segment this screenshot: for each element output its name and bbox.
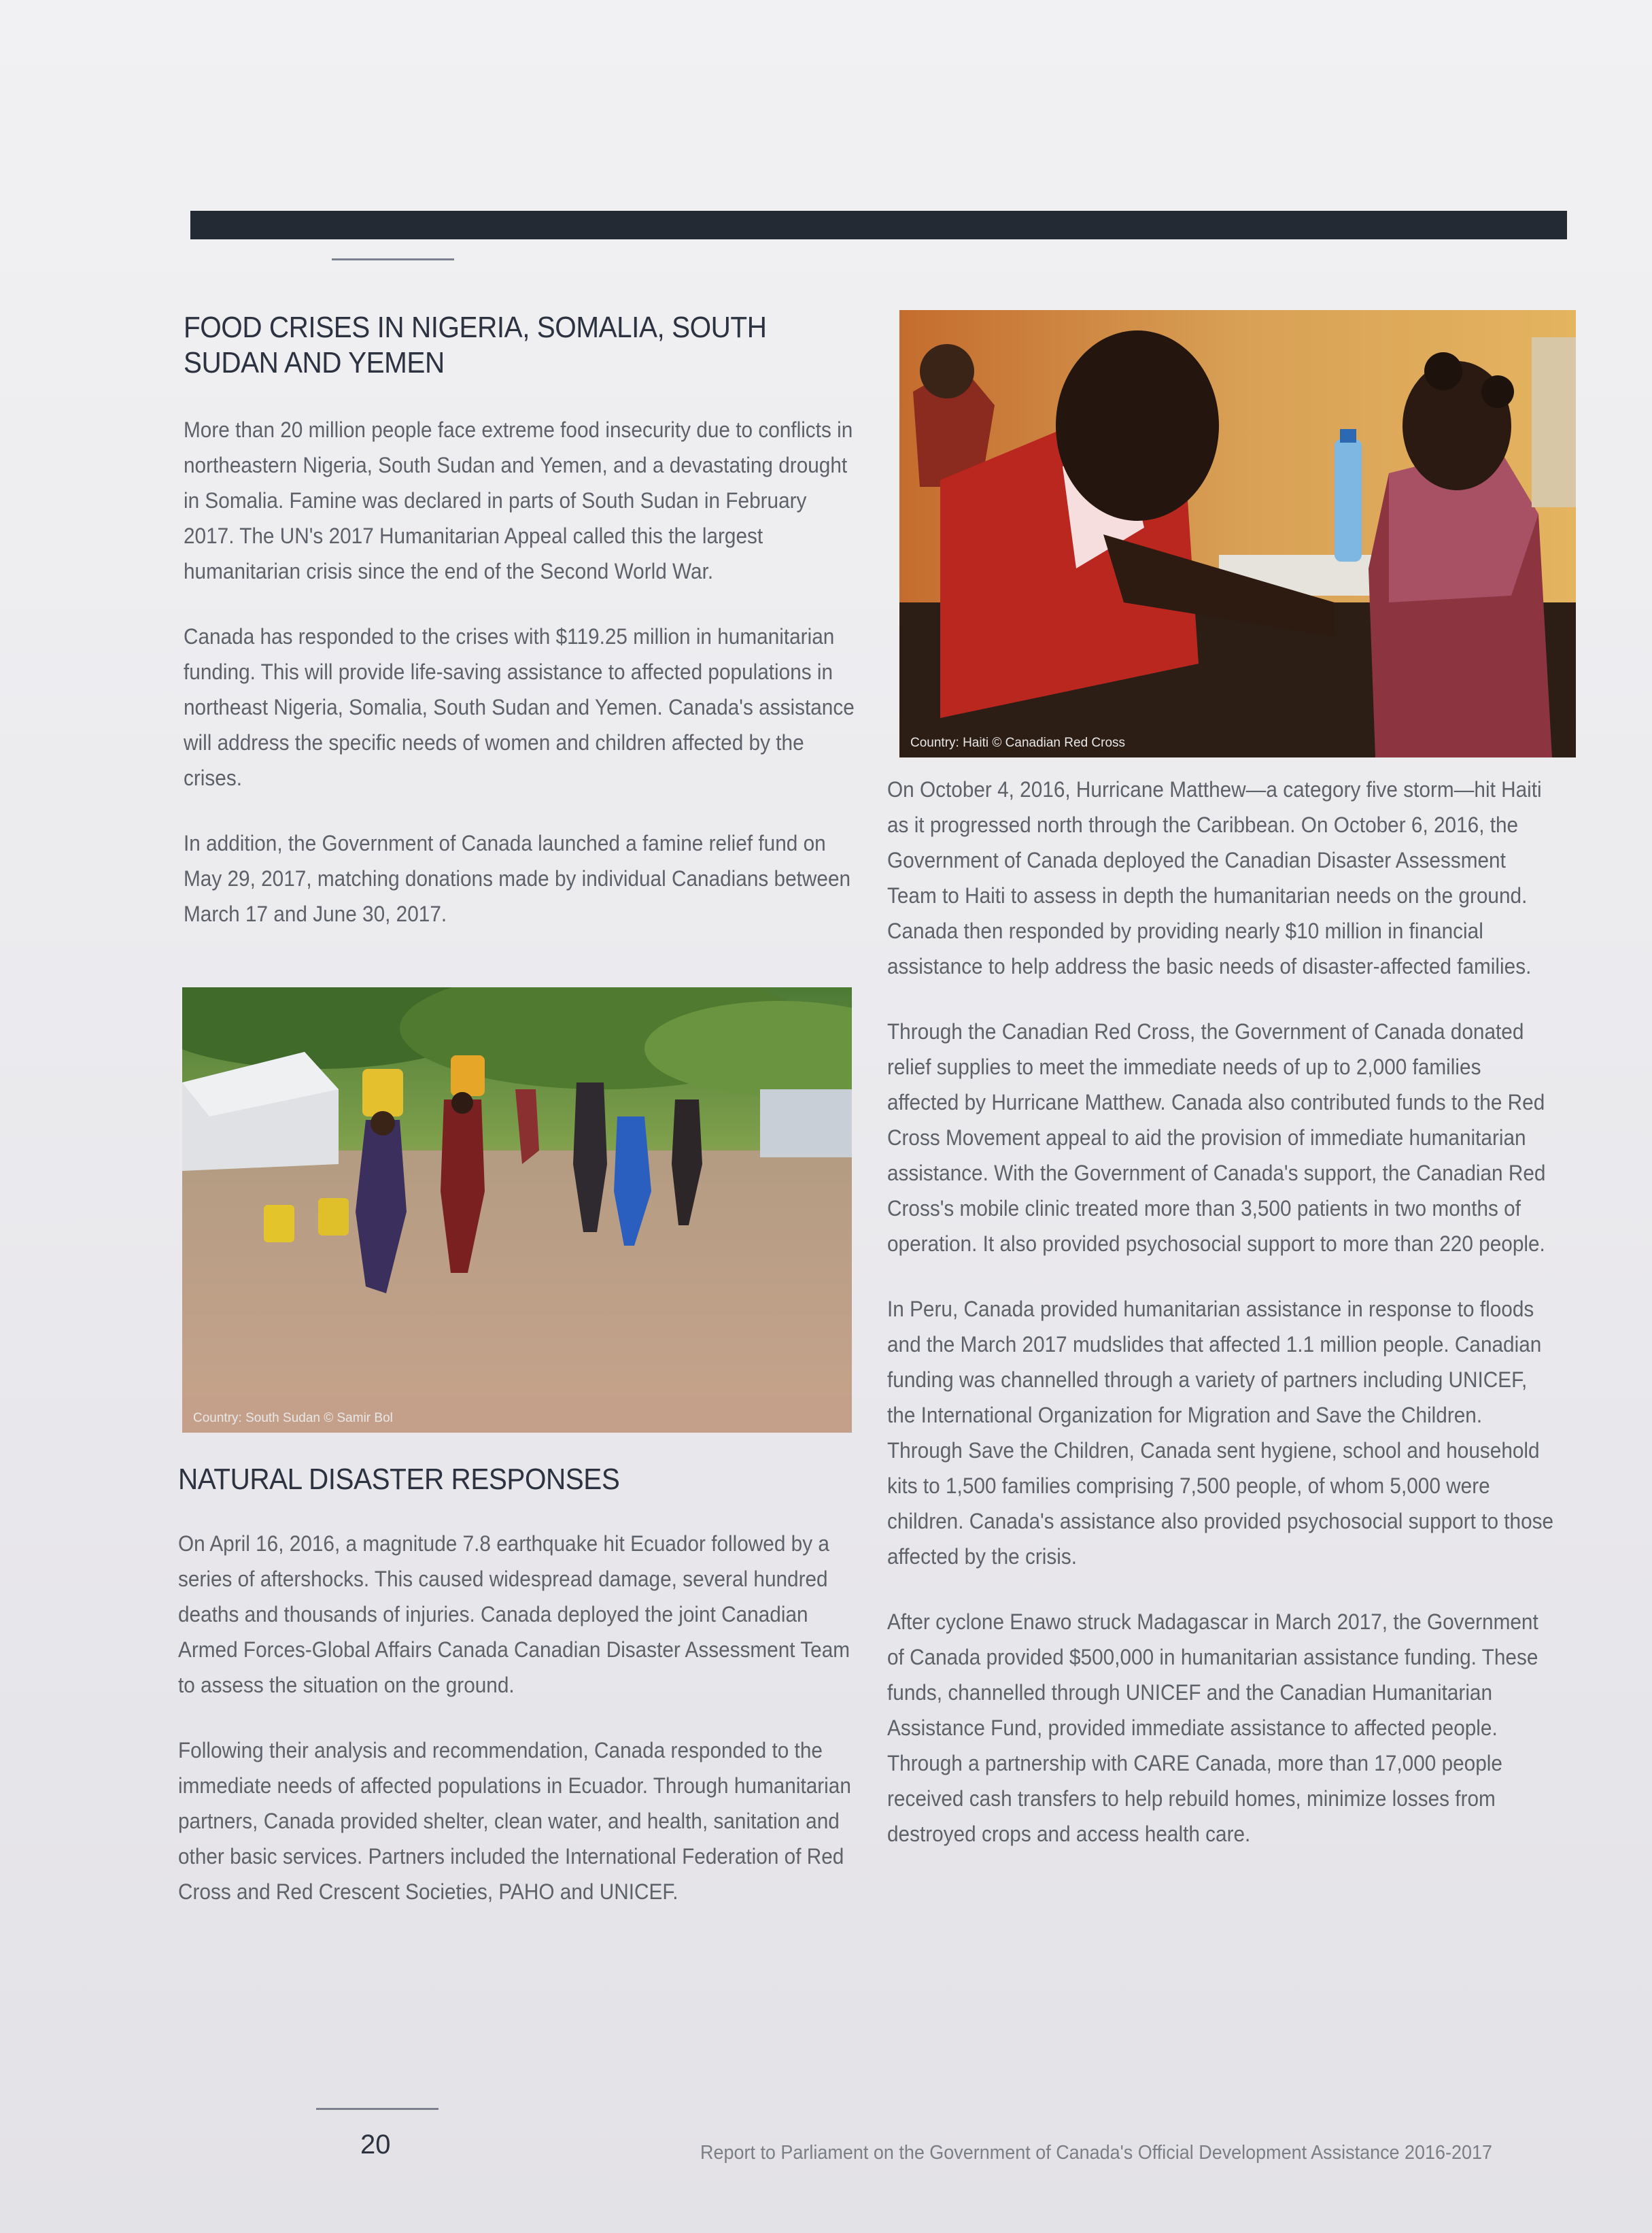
paragraph: After cyclone Enawo struck Madagascar in March 2017, the Government of Canada provided $500,000 in humanitarian assistance funding. These funds, channelled through UNICEF and the Canadian Humanitarian Assistance Fund, provided immediate assistance to affected people. Through a partnership with CARE Canada, more than 17,000 people received cash transfers to help rebuild homes, minimize losses from destroyed crops and access health care. [887, 1609, 1538, 1846]
paragraph: On October 4, 2016, Hurricane Matthew—a category five storm—hit Haiti as it progressed north through the Caribbean. On October 6, 2016, the Government of Canada deployed the Canadian Disaster Assessment Team to Haiti to assess in depth the humanitarian needs on the ground. Canada then responded by providing nearly $10 million in financial assistance to help address the basic needs of disaster-affected families. [887, 777, 1542, 978]
paragraph: On April 16, 2016, a magnitude 7.8 earthquake hit Ecuador followed by a series of aftershocks. This caused widespread damage, several hundred deaths and thousands of injuries. Canada deployed the joint Canadian Armed Forces-Global Affairs Canada Canadian Disaster Assessment Team to assess the situation on the ground. [178, 1531, 850, 1697]
page-number: 20 [360, 2130, 391, 2160]
paragraph: In addition, the Government of Canada launched a famine relief fund on May 29, 2017, matching donations made by individual Canadians between March 17 and June 30, 2017. [184, 831, 851, 926]
header-bar [190, 211, 1567, 239]
left-column-lower [178, 1462, 858, 1939]
photo-haiti [899, 310, 1576, 757]
section-heading-natural-disaster: NATURAL DISASTER RESPONSES [178, 1463, 620, 1496]
left-column [184, 310, 863, 961]
photo-caption: Country: Haiti © Canadian Red Cross [910, 736, 1126, 750]
section-heading-food-crises: FOOD CRISES IN NIGERIA, SOMALIA, SOUTH SUDAN AND YEMEN [184, 311, 767, 379]
footer-rule [316, 2108, 438, 2110]
paragraph: More than 20 million people face extreme food insecurity due to conflicts in northeastern Nigeria, South Sudan and Yemen, and a devastating drought in Somalia. Famine was declared in parts of South Sudan in February 2017. The UN's 2017 Humanitarian Appeal called this the largest humanitarian crisis since the end of the Second World War. [184, 417, 853, 583]
photo-south-sudan-image [182, 987, 852, 1433]
paragraph: Following their analysis and recommendation, Canada responded to the immediate needs of affected populations in Ecuador. Through humanitarian partners, Canada provided shelter, clean water, and health, sanitation and other basic services. Partners included the International Federation of Red Cross and Red Crescent Societies, PAHO and UNICEF. [178, 1738, 851, 1904]
photo-caption: Country: South Sudan © Samir Bol [193, 1411, 393, 1425]
accent-rule [332, 258, 454, 260]
paragraph: Canada has responded to the crises with $119.25 million in humanitarian funding. This will provide life-saving assistance to affected populations in northeast Nigeria, Somalia, South Sudan and Yemen. Canada's assistance will address the specific needs of women and children affected by the crises. [184, 624, 855, 790]
photo-south-sudan [182, 987, 852, 1433]
paragraph: Through the Canadian Red Cross, the Government of Canada donated relief supplies to meet the immediate needs of up to 2,000 families affected by Hurricane Matthew. Canada also contributed funds to the Red Cross Movement appeal to aid the provision of immediate humanitarian assistance. With the Government of Canada's support, the Canadian Red Cross's mobile clinic treated more than 3,500 patients in two months of operation. It also provided psychosocial support to more than 220 people. [887, 1019, 1546, 1256]
photo-haiti-image [899, 310, 1576, 757]
paragraph: In Peru, Canada provided humanitarian assistance in response to floods and the March 2017 mudslides that affected 1.1 million people. Canadian funding was channelled through a variety of partners including UNICEF, the International Organization for Migration and Save the Children. Through Save the Children, Canada sent hygiene, school and household kits to 1,500 families comprising 7,500 people, of whom 5,000 were children. Canada's assistance also provided psychosocial support to those affected by the crisis. [887, 1297, 1554, 1569]
report-title: Report to Parliament on the Government of Canada's Official Development Assistance 2016-2017 [700, 2142, 1493, 2164]
right-column [887, 772, 1553, 1881]
